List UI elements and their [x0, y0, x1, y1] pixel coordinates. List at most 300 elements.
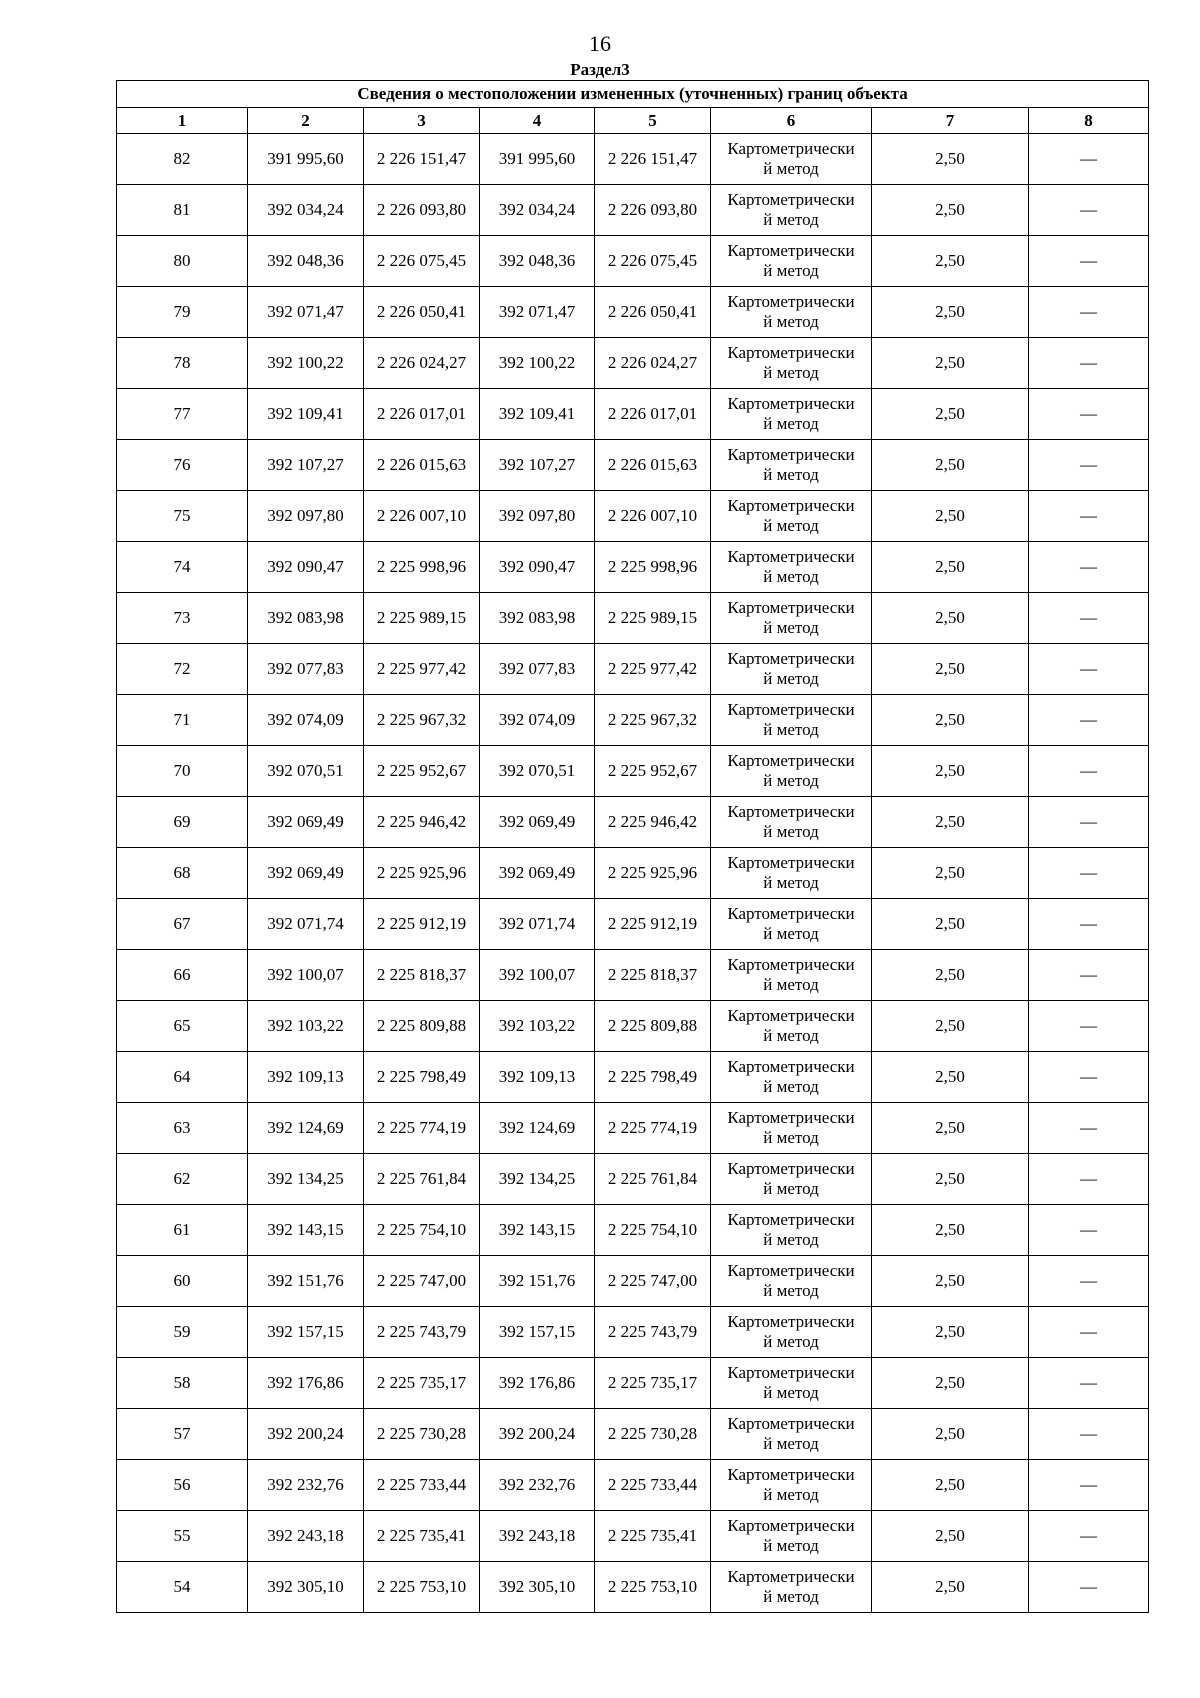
method-line-2: й метод	[763, 1434, 819, 1453]
cell-accuracy: 2,50	[872, 1205, 1029, 1256]
cell-accuracy: 2,50	[872, 287, 1029, 338]
cell-accuracy: 2,50	[872, 644, 1029, 695]
method-line-2: й метод	[763, 1026, 819, 1045]
cell-y2: 2 225 743,79	[595, 1307, 711, 1358]
cell-accuracy: 2,50	[872, 797, 1029, 848]
cell-y1: 2 225 753,10	[364, 1562, 480, 1613]
method-line-1: Картометрически	[727, 649, 855, 668]
method-line-1: Картометрически	[727, 802, 855, 821]
cell-x1: 392 157,15	[248, 1307, 364, 1358]
cell-point: 62	[117, 1154, 248, 1205]
cell-y2: 2 225 967,32	[595, 695, 711, 746]
cell-method	[711, 389, 872, 440]
cell-x2: 392 071,47	[480, 287, 595, 338]
cell-x1: 392 109,13	[248, 1052, 364, 1103]
table-row	[117, 593, 1149, 644]
cell-method	[711, 440, 872, 491]
cell-note: —	[1029, 1001, 1149, 1052]
cell-method	[711, 491, 872, 542]
cell-note: —	[1029, 185, 1149, 236]
cell-point: 67	[117, 899, 248, 950]
cell-x2: 391 995,60	[480, 134, 595, 185]
column-number-header: 2	[248, 108, 364, 134]
cell-note: —	[1029, 1256, 1149, 1307]
cell-note: —	[1029, 695, 1149, 746]
cell-y2: 2 225 977,42	[595, 644, 711, 695]
cell-x1: 392 100,07	[248, 950, 364, 1001]
cell-y1: 2 225 977,42	[364, 644, 480, 695]
method-line-1: Картометрически	[727, 1414, 855, 1433]
cell-x1: 392 069,49	[248, 848, 364, 899]
cell-y1: 2 225 952,67	[364, 746, 480, 797]
cell-x2: 392 048,36	[480, 236, 595, 287]
cell-y2: 2 226 024,27	[595, 338, 711, 389]
cell-y2: 2 226 075,45	[595, 236, 711, 287]
cell-note: —	[1029, 644, 1149, 695]
cell-y2: 2 225 952,67	[595, 746, 711, 797]
method-line-2: й метод	[763, 210, 819, 229]
cell-y2: 2 226 015,63	[595, 440, 711, 491]
method-line-2: й метод	[763, 1587, 819, 1606]
cell-x1: 392 103,22	[248, 1001, 364, 1052]
cell-x2: 392 034,24	[480, 185, 595, 236]
cell-x2: 392 305,10	[480, 1562, 595, 1613]
cell-x2: 392 109,13	[480, 1052, 595, 1103]
method-line-1: Картометрически	[727, 1516, 855, 1535]
table-row	[117, 899, 1149, 950]
table-row	[117, 1562, 1149, 1613]
cell-x2: 392 232,76	[480, 1460, 595, 1511]
method-line-1: Картометрически	[727, 445, 855, 464]
cell-note: —	[1029, 1205, 1149, 1256]
method-line-2: й метод	[763, 159, 819, 178]
cell-x1: 392 151,76	[248, 1256, 364, 1307]
cell-accuracy: 2,50	[872, 1511, 1029, 1562]
cell-x2: 392 109,41	[480, 389, 595, 440]
cell-accuracy: 2,50	[872, 950, 1029, 1001]
cell-method	[711, 542, 872, 593]
cell-x1: 392 305,10	[248, 1562, 364, 1613]
cell-x2: 392 071,74	[480, 899, 595, 950]
cell-method	[711, 1001, 872, 1052]
table-body	[117, 134, 1149, 1613]
cell-y1: 2 225 774,19	[364, 1103, 480, 1154]
cell-y2: 2 226 151,47	[595, 134, 711, 185]
cell-point: 57	[117, 1409, 248, 1460]
cell-x2: 392 069,49	[480, 848, 595, 899]
table-row	[117, 848, 1149, 899]
cell-note: —	[1029, 593, 1149, 644]
method-line-2: й метод	[763, 312, 819, 331]
cell-point: 79	[117, 287, 248, 338]
cell-accuracy: 2,50	[872, 1256, 1029, 1307]
method-line-2: й метод	[763, 1383, 819, 1402]
cell-note: —	[1029, 1052, 1149, 1103]
cell-point: 64	[117, 1052, 248, 1103]
cell-y2: 2 225 774,19	[595, 1103, 711, 1154]
cell-method	[711, 644, 872, 695]
cell-x2: 392 143,15	[480, 1205, 595, 1256]
table-row	[117, 1307, 1149, 1358]
cell-method	[711, 950, 872, 1001]
cell-x2: 392 083,98	[480, 593, 595, 644]
method-line-2: й метод	[763, 1077, 819, 1096]
cell-x2: 392 100,22	[480, 338, 595, 389]
cell-x1: 392 243,18	[248, 1511, 364, 1562]
table-row	[117, 1052, 1149, 1103]
cell-note: —	[1029, 491, 1149, 542]
cell-note: —	[1029, 542, 1149, 593]
method-line-2: й метод	[763, 771, 819, 790]
cell-accuracy: 2,50	[872, 1307, 1029, 1358]
cell-y1: 2 226 075,45	[364, 236, 480, 287]
cell-method	[711, 1256, 872, 1307]
cell-note: —	[1029, 1103, 1149, 1154]
cell-x2: 392 070,51	[480, 746, 595, 797]
cell-y1: 2 226 151,47	[364, 134, 480, 185]
cell-x1: 392 107,27	[248, 440, 364, 491]
cell-note: —	[1029, 440, 1149, 491]
cell-x1: 392 232,76	[248, 1460, 364, 1511]
cell-x1: 392 143,15	[248, 1205, 364, 1256]
cell-method	[711, 899, 872, 950]
method-line-2: й метод	[763, 465, 819, 484]
table-row	[117, 1511, 1149, 1562]
cell-x2: 392 069,49	[480, 797, 595, 848]
method-line-1: Картометрически	[727, 1567, 855, 1586]
method-line-2: й метод	[763, 1128, 819, 1147]
cell-point: 58	[117, 1358, 248, 1409]
method-line-1: Картометрически	[727, 598, 855, 617]
cell-y1: 2 225 946,42	[364, 797, 480, 848]
method-line-2: й метод	[763, 1485, 819, 1504]
table-row	[117, 1409, 1149, 1460]
cell-accuracy: 2,50	[872, 134, 1029, 185]
column-number-header: 8	[1029, 108, 1149, 134]
cell-accuracy: 2,50	[872, 236, 1029, 287]
cell-method	[711, 1562, 872, 1613]
table-row	[117, 797, 1149, 848]
cell-x2: 392 100,07	[480, 950, 595, 1001]
cell-method	[711, 1154, 872, 1205]
table-row	[117, 1154, 1149, 1205]
table-row	[117, 134, 1149, 185]
method-line-1: Картометрически	[727, 853, 855, 872]
cell-y2: 2 225 998,96	[595, 542, 711, 593]
cell-method	[711, 797, 872, 848]
cell-method	[711, 1511, 872, 1562]
method-line-2: й метод	[763, 567, 819, 586]
cell-point: 72	[117, 644, 248, 695]
cell-y1: 2 225 747,00	[364, 1256, 480, 1307]
cell-x1: 392 071,47	[248, 287, 364, 338]
cell-note: —	[1029, 134, 1149, 185]
cell-y1: 2 225 818,37	[364, 950, 480, 1001]
cell-point: 82	[117, 134, 248, 185]
cell-y1: 2 226 050,41	[364, 287, 480, 338]
cell-method	[711, 593, 872, 644]
method-line-1: Картометрически	[727, 241, 855, 260]
method-line-2: й метод	[763, 975, 819, 994]
cell-accuracy: 2,50	[872, 1052, 1029, 1103]
method-line-1: Картометрически	[727, 955, 855, 974]
cell-point: 60	[117, 1256, 248, 1307]
table-row	[117, 287, 1149, 338]
cell-x1: 392 109,41	[248, 389, 364, 440]
cell-x2: 392 124,69	[480, 1103, 595, 1154]
table-row	[117, 1358, 1149, 1409]
method-line-2: й метод	[763, 720, 819, 739]
method-line-1: Картометрически	[727, 190, 855, 209]
method-line-1: Картометрически	[727, 1363, 855, 1382]
cell-y1: 2 225 730,28	[364, 1409, 480, 1460]
cell-method	[711, 1307, 872, 1358]
cell-note: —	[1029, 1511, 1149, 1562]
cell-method	[711, 236, 872, 287]
cell-x2: 392 151,76	[480, 1256, 595, 1307]
cell-accuracy: 2,50	[872, 1409, 1029, 1460]
cell-accuracy: 2,50	[872, 1358, 1029, 1409]
cell-y1: 2 226 024,27	[364, 338, 480, 389]
column-number-header: 1	[117, 108, 248, 134]
cell-y2: 2 225 818,37	[595, 950, 711, 1001]
cell-y1: 2 226 015,63	[364, 440, 480, 491]
cell-point: 59	[117, 1307, 248, 1358]
method-line-2: й метод	[763, 924, 819, 943]
cell-point: 55	[117, 1511, 248, 1562]
cell-y2: 2 225 735,17	[595, 1358, 711, 1409]
cell-x2: 392 090,47	[480, 542, 595, 593]
cell-note: —	[1029, 236, 1149, 287]
cell-x1: 392 200,24	[248, 1409, 364, 1460]
cell-note: —	[1029, 797, 1149, 848]
cell-method	[711, 1460, 872, 1511]
cell-accuracy: 2,50	[872, 542, 1029, 593]
cell-y1: 2 226 007,10	[364, 491, 480, 542]
cell-point: 77	[117, 389, 248, 440]
cell-x2: 392 176,86	[480, 1358, 595, 1409]
method-line-1: Картометрически	[727, 1057, 855, 1076]
cell-y1: 2 225 735,17	[364, 1358, 480, 1409]
cell-x1: 392 069,49	[248, 797, 364, 848]
method-line-1: Картометрически	[727, 1159, 855, 1178]
cell-point: 75	[117, 491, 248, 542]
method-line-2: й метод	[763, 516, 819, 535]
cell-method	[711, 1103, 872, 1154]
cell-y2: 2 226 017,01	[595, 389, 711, 440]
table-row	[117, 1460, 1149, 1511]
cell-method	[711, 287, 872, 338]
cell-y1: 2 225 743,79	[364, 1307, 480, 1358]
method-line-2: й метод	[763, 618, 819, 637]
cell-point: 63	[117, 1103, 248, 1154]
column-number-header: 7	[872, 108, 1029, 134]
cell-y2: 2 225 747,00	[595, 1256, 711, 1307]
cell-point: 74	[117, 542, 248, 593]
cell-method	[711, 746, 872, 797]
cell-y1: 2 225 754,10	[364, 1205, 480, 1256]
table-row	[117, 185, 1149, 236]
section-title: Раздел3	[570, 60, 630, 79]
cell-y2: 2 225 798,49	[595, 1052, 711, 1103]
cell-accuracy: 2,50	[872, 695, 1029, 746]
cell-y2: 2 225 912,19	[595, 899, 711, 950]
cell-y2: 2 226 093,80	[595, 185, 711, 236]
cell-accuracy: 2,50	[872, 1562, 1029, 1613]
table-row	[117, 389, 1149, 440]
cell-note: —	[1029, 848, 1149, 899]
cell-point: 71	[117, 695, 248, 746]
cell-note: —	[1029, 746, 1149, 797]
method-line-1: Картометрически	[727, 1465, 855, 1484]
cell-y2: 2 225 761,84	[595, 1154, 711, 1205]
method-line-2: й метод	[763, 1332, 819, 1351]
boundary-coordinates-table	[116, 80, 1149, 1613]
cell-point: 81	[117, 185, 248, 236]
cell-x2: 392 107,27	[480, 440, 595, 491]
cell-point: 68	[117, 848, 248, 899]
cell-y1: 2 225 735,41	[364, 1511, 480, 1562]
method-line-1: Картометрически	[727, 1312, 855, 1331]
column-number-header: 3	[364, 108, 480, 134]
cell-accuracy: 2,50	[872, 1103, 1029, 1154]
cell-y1: 2 226 093,80	[364, 185, 480, 236]
method-line-2: й метод	[763, 1536, 819, 1555]
cell-x2: 392 243,18	[480, 1511, 595, 1562]
cell-y2: 2 225 809,88	[595, 1001, 711, 1052]
cell-note: —	[1029, 950, 1149, 1001]
method-line-1: Картометрически	[727, 1108, 855, 1127]
method-line-2: й метод	[763, 363, 819, 382]
cell-x1: 392 124,69	[248, 1103, 364, 1154]
table-row	[117, 440, 1149, 491]
cell-y2: 2 225 753,10	[595, 1562, 711, 1613]
method-line-1: Картометрически	[727, 292, 855, 311]
column-number-header: 5	[595, 108, 711, 134]
cell-x1: 392 074,09	[248, 695, 364, 746]
cell-x2: 392 157,15	[480, 1307, 595, 1358]
cell-y1: 2 225 989,15	[364, 593, 480, 644]
cell-method	[711, 1358, 872, 1409]
cell-method	[711, 1052, 872, 1103]
cell-y1: 2 225 998,96	[364, 542, 480, 593]
cell-y2: 2 225 946,42	[595, 797, 711, 848]
cell-y2: 2 226 007,10	[595, 491, 711, 542]
cell-method	[711, 1409, 872, 1460]
cell-point: 61	[117, 1205, 248, 1256]
cell-accuracy: 2,50	[872, 746, 1029, 797]
method-line-1: Картометрически	[727, 343, 855, 362]
table-row	[117, 1103, 1149, 1154]
cell-x1: 392 176,86	[248, 1358, 364, 1409]
cell-accuracy: 2,50	[872, 848, 1029, 899]
method-line-1: Картометрически	[727, 904, 855, 923]
cell-accuracy: 2,50	[872, 185, 1029, 236]
cell-method	[711, 1205, 872, 1256]
method-line-1: Картометрически	[727, 1006, 855, 1025]
cell-point: 70	[117, 746, 248, 797]
method-line-1: Картометрически	[727, 700, 855, 719]
cell-y2: 2 225 754,10	[595, 1205, 711, 1256]
table-row	[117, 236, 1149, 287]
page-number: 16	[589, 31, 611, 56]
cell-y1: 2 225 733,44	[364, 1460, 480, 1511]
cell-y1: 2 225 761,84	[364, 1154, 480, 1205]
method-line-1: Картометрически	[727, 547, 855, 566]
method-line-1: Картометрически	[727, 1210, 855, 1229]
cell-method	[711, 338, 872, 389]
cell-y1: 2 225 925,96	[364, 848, 480, 899]
cell-note: —	[1029, 1307, 1149, 1358]
method-line-2: й метод	[763, 873, 819, 892]
cell-x1: 392 100,22	[248, 338, 364, 389]
cell-point: 76	[117, 440, 248, 491]
cell-point: 80	[117, 236, 248, 287]
cell-accuracy: 2,50	[872, 338, 1029, 389]
cell-point: 65	[117, 1001, 248, 1052]
cell-x2: 392 097,80	[480, 491, 595, 542]
cell-point: 56	[117, 1460, 248, 1511]
cell-x1: 392 071,74	[248, 899, 364, 950]
cell-method	[711, 134, 872, 185]
column-number-header: 6	[711, 108, 872, 134]
table-row	[117, 1205, 1149, 1256]
cell-accuracy: 2,50	[872, 389, 1029, 440]
cell-accuracy: 2,50	[872, 899, 1029, 950]
cell-x1: 392 077,83	[248, 644, 364, 695]
cell-accuracy: 2,50	[872, 1460, 1029, 1511]
cell-accuracy: 2,50	[872, 491, 1029, 542]
table-row	[117, 950, 1149, 1001]
cell-y2: 2 225 730,28	[595, 1409, 711, 1460]
table-row	[117, 644, 1149, 695]
cell-x1: 392 090,47	[248, 542, 364, 593]
cell-x2: 392 103,22	[480, 1001, 595, 1052]
column-number-header: 4	[480, 108, 595, 134]
cell-method	[711, 695, 872, 746]
method-line-1: Картометрически	[727, 394, 855, 413]
method-line-2: й метод	[763, 414, 819, 433]
cell-y1: 2 225 798,49	[364, 1052, 480, 1103]
method-line-2: й метод	[763, 1281, 819, 1300]
cell-accuracy: 2,50	[872, 1001, 1029, 1052]
cell-y1: 2 225 912,19	[364, 899, 480, 950]
cell-x2: 392 074,09	[480, 695, 595, 746]
cell-y1: 2 226 017,01	[364, 389, 480, 440]
table-row	[117, 542, 1149, 593]
cell-note: —	[1029, 1562, 1149, 1613]
table-row	[117, 1256, 1149, 1307]
cell-method	[711, 185, 872, 236]
cell-point: 73	[117, 593, 248, 644]
cell-x1: 392 034,24	[248, 185, 364, 236]
cell-y2: 2 225 735,41	[595, 1511, 711, 1562]
cell-note: —	[1029, 899, 1149, 950]
method-line-1: Картометрически	[727, 751, 855, 770]
cell-accuracy: 2,50	[872, 1154, 1029, 1205]
method-line-1: Картометрически	[727, 139, 855, 158]
cell-x1: 392 134,25	[248, 1154, 364, 1205]
method-line-2: й метод	[763, 1179, 819, 1198]
cell-point: 69	[117, 797, 248, 848]
cell-note: —	[1029, 389, 1149, 440]
cell-point: 78	[117, 338, 248, 389]
cell-x2: 392 200,24	[480, 1409, 595, 1460]
cell-note: —	[1029, 338, 1149, 389]
cell-accuracy: 2,50	[872, 440, 1029, 491]
cell-x1: 392 048,36	[248, 236, 364, 287]
table-row	[117, 491, 1149, 542]
